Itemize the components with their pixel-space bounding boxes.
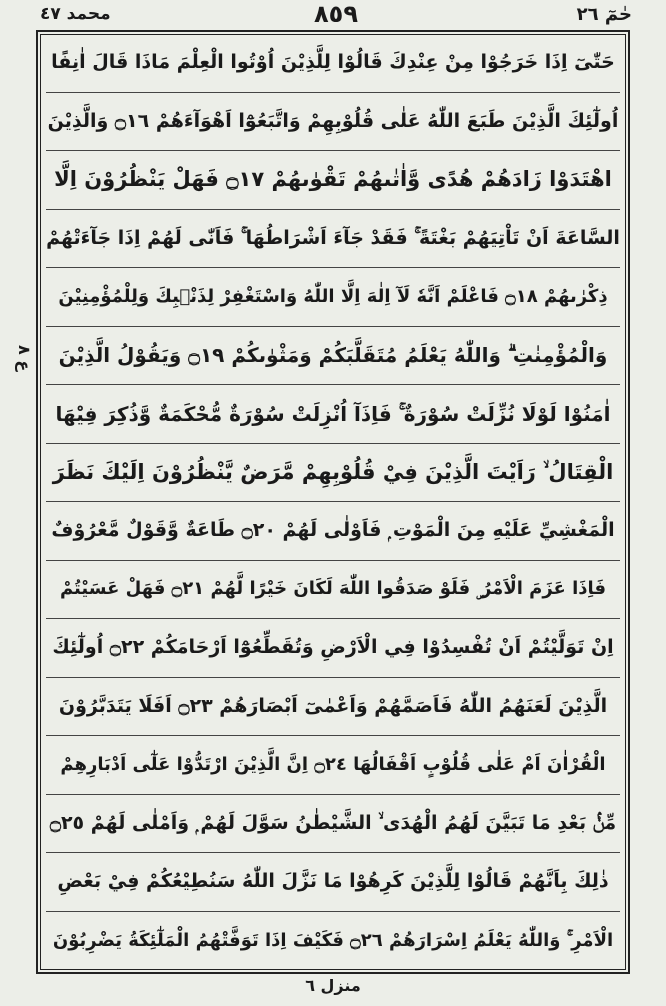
- text-line: فَاِذَا عَزَمَ الْاَمْرُ ۣ فَلَوْ صَدَقُوا اللّٰهَ لَكَانَ خَيْرًا لَّهُمْ ۝٢١ فَهَلْ عَسَيْتُمْ: [46, 561, 620, 620]
- text-line: حَتّٰىٓ اِذَا خَرَجُوْا مِنْ عِنْدِكَ قَالُوْا لِلَّذِيْنَ اُوْتُوا الْعِلْمَ مَاذَا قَالَ اٰنِفًا: [46, 34, 620, 93]
- page-header: [36, 2, 636, 30]
- text-line: اُولٰٓئِكَ الَّذِيْنَ طَبَعَ اللّٰهُ عَلٰى قُلُوْبِهِمْ وَاتَّبَعُوْٓا اَهْوَآءَهُمْ ۝١٦ وَالَّذِيْنَ: [46, 93, 620, 152]
- text-line: الْمَغْشِيِّ عَلَيْهِ مِنَ الْمَوْتِ ۭ فَاَوْلٰى لَهُمْ ۝٢٠ طَاعَةٌ وَّقَوْلٌ مَّعْرُوْفٌ: [46, 502, 620, 561]
- juz-label: حٰمٓ ٢٦: [576, 4, 632, 25]
- surah-label: محمد ٤٧: [40, 4, 111, 24]
- text-line: الَّذِيْنَ لَعَنَهُمُ اللّٰهُ فَاَصَمَّهُمْ وَاَعْمٰىٓ اَبْصَارَهُمْ ۝٢٣ اَفَلَا يَتَدَبَّرُوْنَ: [46, 678, 620, 737]
- text-line: الْقُرْاٰنَ اَمْ عَلٰى قُلُوْبٍ اَقْفَالُهَا ۝٢٤ اِنَّ الَّذِيْنَ ارْتَدُّوْا عَلٰٓى اَدْبَارِهِمْ: [46, 736, 620, 795]
- text-line: اِنْ تَوَلَّيْتُمْ اَنْ تُفْسِدُوْا فِي الْاَرْضِ وَتُقَطِّعُوْٓا اَرْحَامَكُمْ ۝٢٢ اُولٰٓئِكَ: [46, 619, 620, 678]
- text-line: مِّنْۢ بَعْدِ مَا تَبَيَّنَ لَهُمُ الْهُدَى ۙ الشَّيْطٰنُ سَوَّلَ لَهُمْ ۭ وَاَمْلٰى لَهُمْ ۝٢٥: [46, 795, 620, 854]
- text-line: السَّاعَةَ اَنْ تَاْتِيَهُمْ بَغْتَةً ۚ فَقَدْ جَآءَ اَشْرَاطُهَا ۚ فَاَنّٰى لَهُمْ اِذَا جَآءَتْهُمْ: [46, 210, 620, 269]
- text-line: اهْتَدَوْا زَادَهُمْ هُدًى وَّاٰتٰىهُمْ تَقْوٰىهُمْ ۝١٧ فَهَلْ يَنْظُرُوْنَ اِلَّا: [46, 151, 620, 210]
- text-line: ذِكْرٰىهُمْ ۝١٨ فَاعْلَمْ اَنَّهٗ لَآ اِلٰهَ اِلَّا اللّٰهُ وَاسْتَغْفِرْ لِذَنْۢبِكَ وَلِلْمُؤْمِنِيْنَ: [46, 268, 620, 327]
- text-line: الْاَمْرِ ۚ وَاللّٰهُ يَعْلَمُ اِسْرَارَهُمْ ۝٢٦ فَكَيْفَ اِذَا تَوَفَّتْهُمُ الْمَلٰٓئِكَةُ يَضْرِبُوْنَ: [52, 929, 614, 951]
- text-line: وَالْمُؤْمِنٰتِ ۗ وَاللّٰهُ يَعْلَمُ مُتَقَلَّبَكُمْ وَمَثْوٰىكُمْ ۝١٩ وَيَقُوْلُ الَّذِيْنَ: [46, 327, 620, 386]
- text-line: الْقِتَالُ ۙ رَاَيْتَ الَّذِيْنَ فِيْ قُلُوْبِهِمْ مَّرَضٌ يَّنْظُرُوْنَ اِلَيْكَ نَظَرَ: [46, 444, 620, 503]
- text-line: اٰمَنُوْا لَوْلَا نُزِّلَتْ سُوْرَةٌ ۚ فَاِذَآ اُنْزِلَتْ سُوْرَةٌ مُّحْكَمَةٌ وَّذُكِرَ فِيْهَا: [46, 385, 620, 444]
- text-line: ذٰلِكَ بِاَنَّهُمْ قَالُوْا لِلَّذِيْنَ كَرِهُوْا مَا نَزَّلَ اللّٰهُ سَنُطِيْعُكُمْ فِيْ بَعْضِ: [46, 853, 620, 912]
- page-number: ٨٥٩: [314, 0, 358, 28]
- manzil-footer: منزل ٦: [305, 976, 361, 995]
- text-lines: [46, 34, 620, 970]
- ruku-marker: ع ٨: [15, 345, 34, 372]
